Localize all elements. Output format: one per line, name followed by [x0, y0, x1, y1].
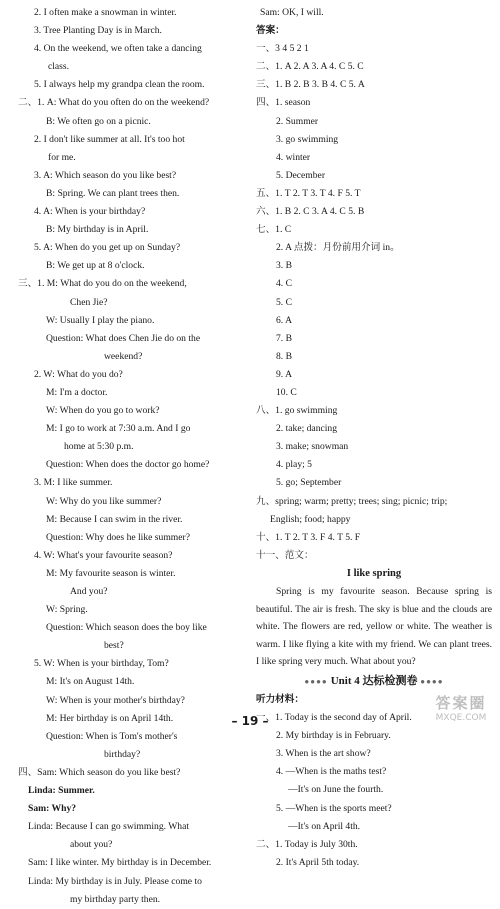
- text-line-content: 10. C: [276, 386, 297, 398]
- text-line-content: 5. C: [276, 296, 292, 308]
- text-line-content: 4. C: [276, 278, 292, 290]
- text-line: [14, 782, 252, 800]
- text-line: [256, 547, 492, 565]
- text-line: [14, 330, 252, 348]
- text-line: [256, 818, 492, 836]
- text-line: [256, 763, 492, 781]
- text-line: [256, 131, 492, 149]
- answer-key: [256, 4, 492, 565]
- text-line-content: 六、1. B 2. C 3. A 4. C 5. B: [256, 206, 365, 218]
- text-line-content: 五、1. T 2. T 3. T 4. F 5. T: [256, 187, 361, 199]
- text-line: [14, 149, 252, 167]
- text-line-content: W: When is your mother's birthday?: [46, 694, 185, 706]
- text-line-content: W: Why do you like summer?: [46, 495, 162, 507]
- text-line: [14, 438, 252, 456]
- text-line-content: 6. A: [276, 314, 292, 326]
- text-line: [14, 402, 252, 420]
- text-line: [14, 294, 252, 312]
- text-line-content: M: I'm a doctor.: [46, 386, 108, 398]
- text-line-content: weekend?: [104, 350, 143, 362]
- essay-title: I like spring: [346, 567, 402, 579]
- text-line-content: 9. A: [276, 368, 292, 380]
- text-line: [256, 275, 492, 293]
- text-line-content: birthday?: [104, 748, 141, 760]
- text-line-content: 七、1. C: [256, 224, 292, 236]
- essay-text: Spring is my favourite season. Because spring is beautiful. The air is fresh. The sky is blue and the clouds are white. The flowers are red, yellow or white. The weather is warm. I like flying a kite with my friend. We can plant trees. I like spring very much. What about you?: [256, 586, 492, 668]
- text-line: [14, 348, 252, 366]
- unit-heading-text: Unit 4 达标检测卷: [330, 674, 418, 687]
- page-number: – 19 –: [231, 714, 269, 728]
- text-line-content: 二、1. A: What do you often do on the weekend?: [18, 97, 210, 109]
- text-line-content: 4. winter: [276, 151, 311, 163]
- text-line: [256, 58, 492, 76]
- text-line: [256, 221, 492, 239]
- text-line-content: Linda: My birthday is in July. Please come to: [28, 875, 202, 887]
- text-line-content: 4. A: When is your birthday?: [34, 206, 146, 218]
- text-line: [14, 692, 252, 710]
- text-line-content: 4. —When is the maths test?: [276, 766, 387, 778]
- text-line: [256, 836, 492, 854]
- text-line: [256, 745, 492, 763]
- text-line: [256, 438, 492, 456]
- text-line-content: Question: Which season does the boy like: [46, 622, 207, 634]
- text-line: [14, 854, 252, 872]
- text-line-content: W: Spring.: [46, 604, 88, 616]
- text-line-content: M: Because I can swim in the river.: [46, 513, 183, 525]
- text-line: [14, 746, 252, 764]
- text-line: [14, 836, 252, 854]
- text-line: [14, 511, 252, 529]
- text-line: [256, 511, 492, 529]
- text-line: [14, 529, 252, 547]
- text-line-content: 一、1. Today is the second day of April.: [256, 712, 412, 724]
- text-line-content: Linda: Summer.: [28, 785, 95, 797]
- text-line: [14, 474, 252, 492]
- text-line-content: 2. Summer: [276, 115, 319, 127]
- text-line: [14, 94, 252, 112]
- text-line: [14, 637, 252, 655]
- text-line: [14, 185, 252, 203]
- text-line: [14, 800, 252, 818]
- text-line: [14, 420, 252, 438]
- text-line: [14, 493, 252, 511]
- text-line-content: 3. make; snowman: [276, 441, 349, 453]
- text-line: [14, 565, 252, 583]
- text-line: [256, 402, 492, 420]
- text-line-content: B: We get up at 8 o'clock.: [46, 260, 145, 272]
- text-line-content: 2. I don't like summer at all. It's too hot: [34, 133, 185, 145]
- text-line-content: 5. December: [276, 169, 326, 181]
- text-line: [14, 366, 252, 384]
- text-line-content: 3. A: Which season do you like best?: [34, 169, 177, 181]
- text-line-content: 4. W: What's your favourite season?: [34, 549, 173, 561]
- text-line: [256, 781, 492, 799]
- text-line-content: 三、1. M: What do you do on the weekend,: [18, 278, 187, 290]
- text-line-content: 一、3 4 5 2 1: [256, 43, 309, 55]
- text-line: [256, 257, 492, 275]
- text-line-content: 2. It's April 5th today.: [276, 856, 360, 868]
- text-line-content: —It's on April 4th.: [288, 820, 361, 832]
- text-line: [256, 203, 492, 221]
- text-line: [256, 529, 492, 547]
- text-line: [14, 239, 252, 257]
- text-line: [14, 384, 252, 402]
- text-line-content: Question: Why does he like summer?: [46, 531, 190, 543]
- text-line: [14, 113, 252, 131]
- text-line-content: 4. On the weekend, we often take a dancing: [34, 43, 202, 55]
- text-line-content: Question: When is Tom's mother's: [46, 730, 178, 742]
- text-line: [256, 493, 492, 511]
- text-line: [14, 764, 252, 782]
- text-line-content: 3. M: I like summer.: [34, 477, 113, 489]
- text-line: [14, 312, 252, 330]
- text-line: [14, 275, 252, 293]
- text-line: [256, 330, 492, 348]
- text-line-content: 2. My birthday is in February.: [276, 730, 391, 742]
- text-line: [14, 655, 252, 673]
- text-line: [14, 22, 252, 40]
- text-line: [256, 348, 492, 366]
- text-line: [256, 167, 492, 185]
- text-line: [256, 366, 492, 384]
- text-line-content: 2. A 点拨：月份前用介词 in。: [276, 242, 400, 254]
- text-line-content: home at 5:30 p.m.: [64, 441, 134, 453]
- text-line: [14, 131, 252, 149]
- watermark-small: MXQE.COM: [435, 713, 487, 723]
- text-line-content: my birthday party then.: [70, 893, 161, 905]
- text-line-content: B: My birthday is in April.: [46, 224, 149, 236]
- dots-right-icon: ●●●●: [420, 676, 444, 686]
- text-line: [256, 854, 492, 872]
- text-line: [14, 221, 252, 239]
- text-line-content: 3. go swimming: [276, 133, 339, 145]
- text-line: [256, 94, 492, 112]
- text-line-content: 二、1. Today is July 30th.: [256, 838, 358, 850]
- text-line-content: M: My favourite season is winter.: [46, 567, 176, 579]
- text-line-content: And you?: [70, 586, 108, 597]
- dots-left-icon: ●●●●: [304, 676, 331, 686]
- text-line-content: —It's on June the fourth.: [288, 784, 384, 796]
- text-line: [14, 673, 252, 691]
- text-line: [14, 547, 252, 565]
- text-line: [14, 728, 252, 746]
- text-line-content: 8. B: [276, 350, 292, 362]
- text-line-content: best?: [104, 640, 124, 652]
- text-line-content: class.: [48, 61, 70, 73]
- text-line: [14, 257, 252, 275]
- text-line: [256, 4, 492, 22]
- text-line: [256, 149, 492, 167]
- text-line-content: 5. —When is the sports meet?: [276, 802, 392, 814]
- text-line: [256, 40, 492, 58]
- text-line-content: 十一、范文：: [256, 549, 314, 561]
- text-line: [256, 312, 492, 330]
- text-line: [14, 818, 252, 836]
- text-line: [256, 113, 492, 131]
- text-line-content: 2. take; dancing: [276, 423, 338, 435]
- text-line-content: 答案：: [256, 25, 285, 37]
- left-column: [14, 4, 252, 909]
- text-line: [256, 185, 492, 203]
- text-line-content: M: Her birthday is on April 14th.: [46, 712, 174, 724]
- text-line-content: 听力材料：: [256, 693, 304, 705]
- text-line-content: 5. A: When do you get up on Sunday?: [34, 242, 181, 254]
- text-line: [14, 456, 252, 474]
- text-line-content: 7. B: [276, 332, 292, 344]
- text-line: [14, 76, 252, 94]
- right-column: [256, 4, 492, 872]
- text-line: [14, 58, 252, 76]
- text-line-content: Question: When does the doctor go home?: [46, 459, 210, 471]
- text-line-content: 四、1. season: [256, 97, 311, 109]
- text-line-content: W: When do you go to work?: [46, 405, 160, 417]
- text-line-content: Linda: Because I can go swimming. What: [28, 821, 190, 833]
- text-line: [14, 619, 252, 637]
- text-line-content: W: Usually I play the piano.: [46, 314, 155, 326]
- unit-heading: [256, 671, 492, 691]
- text-line: [14, 601, 252, 619]
- text-line: [14, 583, 252, 601]
- text-line: [256, 456, 492, 474]
- text-line: [14, 4, 252, 22]
- text-line-content: 3. B: [276, 260, 292, 272]
- text-line: [14, 167, 252, 185]
- text-line-content: about you?: [70, 839, 113, 851]
- text-line: [14, 891, 252, 909]
- text-line-content: English; food; happy: [270, 513, 351, 525]
- text-line-content: M: I go to work at 7:30 a.m. And I go: [46, 423, 191, 435]
- text-line: [14, 873, 252, 891]
- text-line-content: 九、spring; warm; pretty; trees; sing; picnic; trip;: [256, 495, 448, 507]
- text-line-content: B: Spring. We can plant trees then.: [46, 187, 180, 199]
- text-line: [256, 474, 492, 492]
- text-line: [256, 420, 492, 438]
- text-line-content: 4. play; 5: [276, 459, 312, 471]
- text-line-content: 3. Tree Planting Day is in March.: [34, 25, 162, 37]
- text-line-content: 5. go; September: [276, 477, 342, 489]
- text-line: [256, 239, 492, 257]
- text-line: [14, 40, 252, 58]
- text-line: [256, 384, 492, 402]
- text-line-content: 十、1. T 2. T 3. F 4. T 5. F: [256, 531, 361, 543]
- text-line: [256, 22, 492, 40]
- text-line-content: 四、Sam: Which season do you like best?: [18, 766, 181, 778]
- text-line-content: 2. I often make a snowman in winter.: [34, 7, 177, 18]
- text-line-content: B: We often go on a picnic.: [46, 115, 151, 127]
- text-line-content: for me.: [48, 151, 76, 163]
- text-line-content: Question: What does Chen Jie do on the: [46, 332, 201, 344]
- text-line: [14, 203, 252, 221]
- text-line-content: 5. W: When is your birthday, Tom?: [34, 658, 169, 670]
- watermark-logo: [428, 692, 494, 732]
- text-line-content: 二、1. A 2. A 3. A 4. C 5. C: [256, 61, 364, 73]
- text-line-content: 5. I always help my grandpa clean the room.: [34, 79, 205, 91]
- watermark-big: 答案圈: [435, 694, 487, 712]
- text-line-content: M: It's on August 14th.: [46, 676, 135, 688]
- text-line: [256, 294, 492, 312]
- text-line: [256, 800, 492, 818]
- text-line-content: 八、1. go swimming: [256, 405, 338, 417]
- text-line-content: 3. When is the art show?: [276, 748, 371, 760]
- text-line-content: Sam: I like winter. My birthday is in December.: [28, 857, 212, 869]
- text-line-content: Sam: Why?: [28, 803, 77, 815]
- text-line-content: 三、1. B 2. B 3. B 4. C 5. A: [256, 79, 365, 91]
- text-line: [256, 76, 492, 94]
- text-line-content: Sam: OK, I will.: [260, 7, 324, 18]
- text-line-content: Chen Jie?: [70, 296, 108, 308]
- text-line-content: 2. W: What do you do?: [34, 368, 123, 380]
